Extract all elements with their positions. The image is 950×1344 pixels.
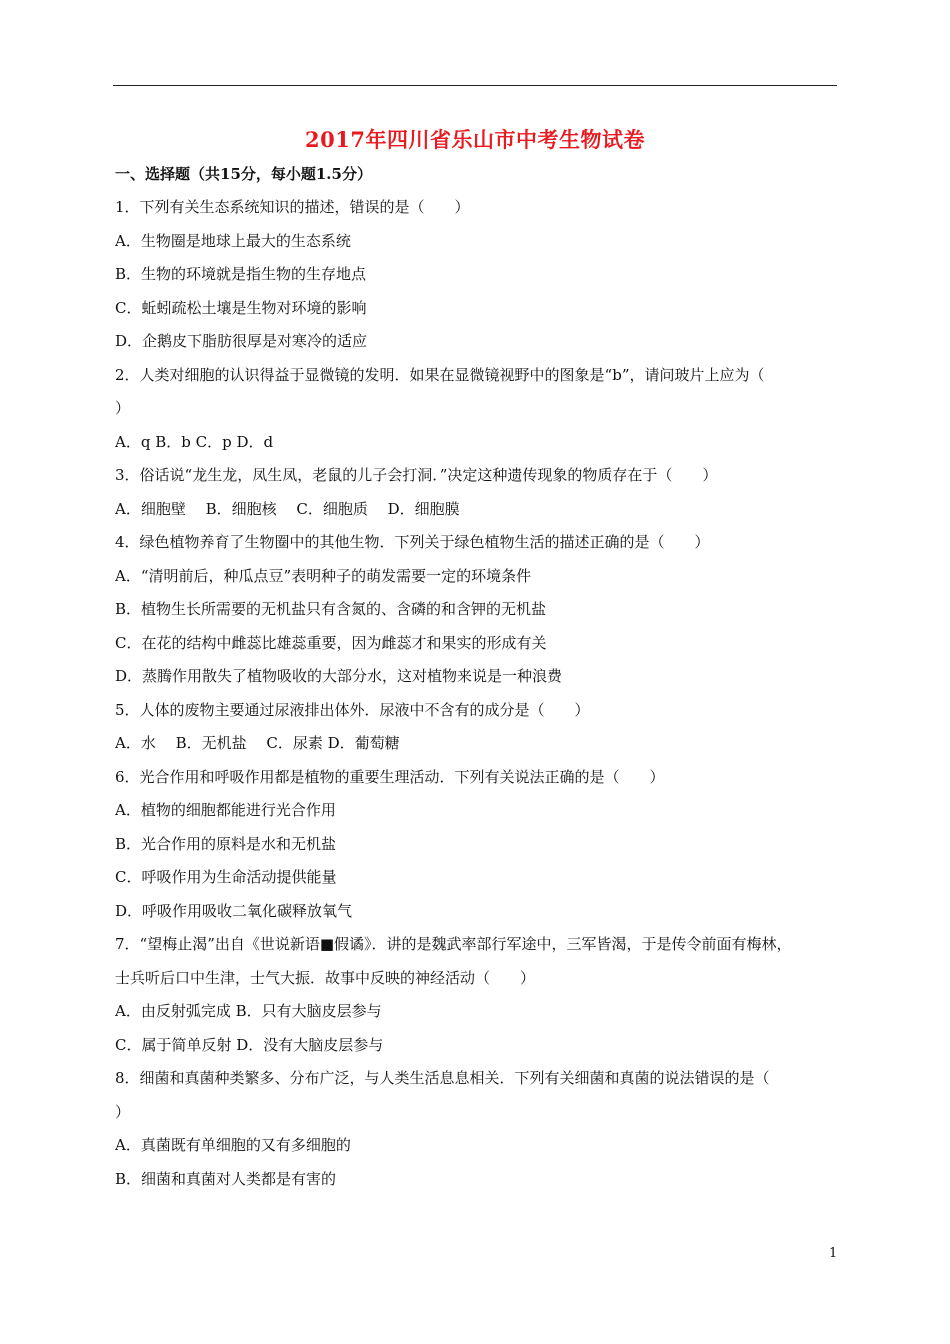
- option-line: C．在花的结构中雌蕊比雄蕊重要，因为雌蕊才和果实的形成有关: [115, 633, 547, 652]
- question-line: 4．绿色植物养育了生物圈中的其他生物．下列关于绿色植物生活的描述正确的是（ ）: [115, 533, 710, 551]
- page-number: 1: [829, 1246, 838, 1261]
- section-heading: 一、选择题（共15分，每小题1.5分）: [115, 165, 372, 183]
- question-line: 8．细菌和真菌种类繁多、分布广泛，与人类生活息息相关．下列有关细菌和真菌的说法错误的是（: [115, 1069, 770, 1087]
- option-line: B．生物的环境就是指生物的生存地点: [115, 265, 367, 283]
- option-line: D．企鹅皮下脂肪很厚是对寒冷的适应: [115, 332, 368, 350]
- question-line: 2．人类对细胞的认识得益于显微镜的发明．如果在显微镜视野中的图象是“b”，请问玻片上应为（: [115, 365, 765, 384]
- question-line: 1．下列有关生态系统知识的描述，错误的是（ ）: [115, 198, 470, 216]
- option-line: B．光合作用的原料是水和无机盐: [115, 834, 337, 853]
- option-line: A．由反射弧完成 B．只有大脑皮层参与: [115, 1002, 382, 1020]
- question-list: [115, 196, 843, 1201]
- option-line: B．细菌和真菌对人类都是有害的: [115, 1169, 337, 1188]
- option-line: D．蒸腾作用散失了植物吸收的大部分水，这对植物来说是一种浪费: [115, 667, 563, 685]
- option-line: A．“清明前后，种瓜点豆”表明种子的萌发需要一定的环境条件: [115, 566, 532, 585]
- question-line: 7．“望梅止渴”出自《世说新语■假谲》．讲的是魏武率部行军途中，三军皆渴，于是传令前面有梅林，: [115, 935, 792, 953]
- option-line: A．水 B．无机盐 C．尿素 D．葡萄糖: [115, 734, 400, 752]
- page-title: 2017年四川省乐山市中考生物试卷: [305, 127, 645, 152]
- question-line: 3．俗话说“龙生龙，凤生凤，老鼠的儿子会打洞．”决定这种遗传现象的物质存在于（ ）: [115, 466, 718, 484]
- option-line: A．真菌既有单细胞的又有多细胞的: [115, 1136, 351, 1154]
- header-rule: [113, 85, 837, 86]
- option-line: A．植物的细胞都能进行光合作用: [115, 801, 336, 819]
- question-line: 6．光合作用和呼吸作用都是植物的重要生理活动．下列有关说法正确的是（ ）: [115, 767, 665, 786]
- question-line-continued: ）: [115, 399, 131, 417]
- option-line: C．呼吸作用为生命活动提供能量: [115, 868, 337, 886]
- option-line: C．蚯蚓疏松土壤是生物对环境的影响: [115, 298, 367, 317]
- question-line-continued: ）: [115, 1102, 131, 1121]
- question-line-continued: 士兵听后口中生津，士气大振．故事中反映的神经活动（ ）: [115, 968, 536, 987]
- option-line: A．细胞壁 B．细胞核 C．细胞质 D．细胞膜: [115, 499, 460, 518]
- option-line: B．植物生长所需要的无机盐只有含氮的、含磷的和含钾的无机盐: [115, 600, 547, 618]
- option-line: D．呼吸作用吸收二氧化碳释放氧气: [115, 901, 353, 920]
- option-line: A．生物圈是地球上最大的生态系统: [115, 231, 351, 250]
- option-line: C．属于简单反射 D．没有大脑皮层参与: [115, 1035, 384, 1054]
- option-line: A．q B．b C．p D．d: [115, 432, 274, 451]
- question-line: 5．人体的废物主要通过尿液排出体外．尿液中不含有的成分是（ ）: [115, 700, 590, 719]
